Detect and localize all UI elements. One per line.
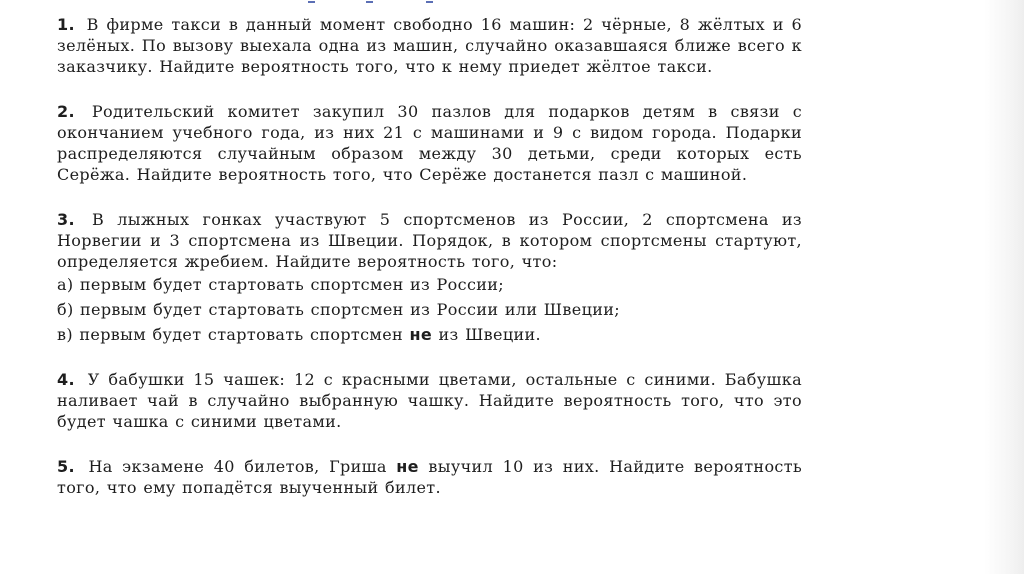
problem-number: 4. xyxy=(57,370,75,389)
problem-emphasis: не xyxy=(396,457,419,476)
problem-text xyxy=(57,369,802,432)
problem-body: У бабушки 15 чашек: 12 с красными цветами, остальные с синими. Бабушка наливает чай в случайно выбранную чашку. Найдите вероятность того, что это будет чашка с синими цветами. xyxy=(57,370,802,431)
top-decoration xyxy=(308,0,438,6)
option-c-start: в) первым будет стартовать спортсмен xyxy=(57,325,404,344)
option-c-emphasis: не xyxy=(409,325,433,344)
problem-body: Родительский комитет закупил 30 пазлов для подарков детям в связи с окончанием учебного года, из них 21 с машинами и 9 с видом города. Подарки распределяются случайным образом между 30 детьми, среди которых есть Серёжа. Найдите вероятность того, что Серёже достанется пазл с машиной. xyxy=(57,102,803,184)
problem-text xyxy=(57,456,802,498)
option-c-end: из Швеции. xyxy=(438,325,541,344)
option-c xyxy=(57,324,802,345)
top-mark xyxy=(426,1,433,3)
problem-body-end: выучил 10 из них. Найдите вероятность того, что ему попадётся выученный билет. xyxy=(57,457,803,497)
top-mark xyxy=(308,1,315,3)
problem-number: 1. xyxy=(57,15,75,34)
problem-1 xyxy=(57,14,802,77)
problem-number: 2. xyxy=(57,102,75,121)
problem-4 xyxy=(57,369,802,432)
option-b: б) первым будет стартовать спортсмен из России или Швеции; xyxy=(57,300,620,319)
problem-3 xyxy=(57,209,802,345)
problem-text xyxy=(57,101,802,185)
problem-number: 5. xyxy=(57,457,75,476)
problem-2 xyxy=(57,101,802,185)
top-mark xyxy=(366,1,373,3)
problem-text xyxy=(57,209,802,272)
page-edge-shadow xyxy=(984,0,1024,574)
option-a: а) первым будет стартовать спортсмен из России; xyxy=(57,275,505,294)
problem-5 xyxy=(57,456,802,498)
problem-body: В лыжных гонках участвуют 5 спортсменов из России, 2 спортсмена из Норвегии и 3 спортсмена из Швеции. Порядок, в котором спортсмены стартуют, определяется жребием. Найдите вероятность того, что: xyxy=(57,210,803,271)
problem-body-start: На экзамене 40 билетов, Гриша xyxy=(88,457,387,476)
problem-text xyxy=(57,14,802,77)
problem-list xyxy=(57,14,802,522)
problem-body: В фирме такси в данный момент свободно 16 машин: 2 чёрные, 8 жёлтых и 6 зелёных. По вызову выехала одна из машин, случайно оказавшаяся ближе всего к заказчику. Найдите вероятность того, что к нему приедет жёлтое такси. xyxy=(57,15,802,76)
problem-number: 3. xyxy=(57,210,75,229)
